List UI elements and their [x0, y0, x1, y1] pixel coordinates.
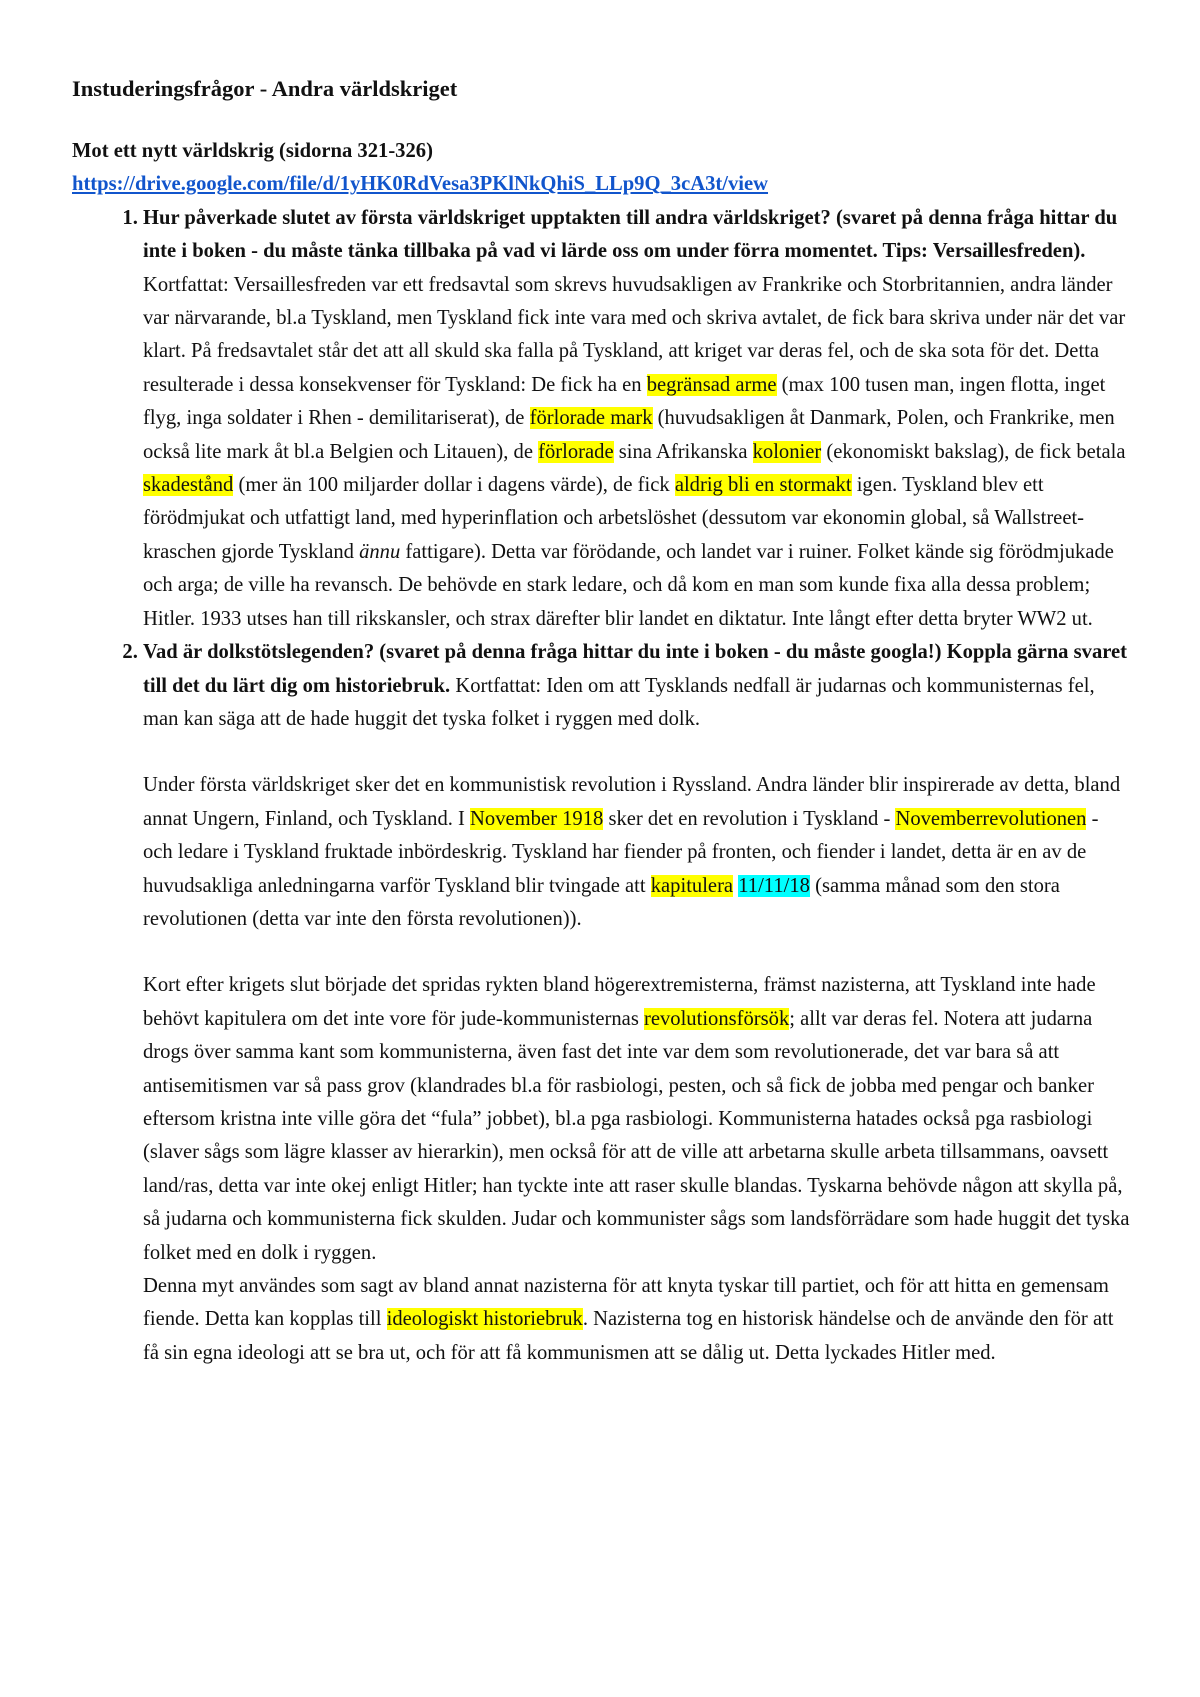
highlight: kolonier [752, 440, 822, 463]
question-list [72, 202, 1132, 1370]
link-line [72, 168, 1132, 201]
document-title: Instuderingsfrågor - Andra världskriget [72, 76, 458, 101]
highlight: begränsad arme [646, 373, 777, 396]
section-title: Mot ett nytt världskrig (sidorna 321-326) [72, 140, 433, 162]
paragraph-gap [143, 736, 1132, 769]
answer-paragraph: Kort efter krigets slut började det spridas rykten bland högerextremisterna, främst nazisterna, att Tyskland inte hade behövt kapitulera om det inte vore för jude-kommunisternas revolutionsförsök; allt var deras fel. Notera att judarna drogs över samma kant som kommunisterna, även fast det inte var dem som revolutionerade, det var bara så att antisemitismen var så pass grov (klandrades bl.a för rasbiologi, pesten, och så fick de jobba med pengar och banker eftersom kristna inte ville göra det “fula” jobbet), bl.a pga rasbiologi. Kommunisterna hatades också pga rasbiologi (slaver sågs som lägre klasser av hierarkin), men också för att de ville att arbetarna skulle arbeta tillsammans, oavsett land/ras, detta var inte okej enligt Hitler; han tyckte inte att raser skulle blandas. Tyskarna behövde någon att skylla på, så judarna och kommunisterna fick skulden. Judar och kommunister sågs som landsförrädare som hade huggit det tyska folket med en dolk i ryggen. [143, 974, 1130, 1264]
answer-paragraph: 2. Vad är dolkstötslegenden? (svaret på denna fråga hittar du inte i boken - du måste googla!) Koppla gärna svaret till det du lärt dig om historiebruk. Kortfattat: Iden om att Tysklands nedfall är judarnas och kommunisternas fel, man kan säga att de hade huggit det tyska folket i ryggen med dolk. [143, 641, 1128, 730]
answer-paragraph: Denna myt användes som sagt av bland annat nazisterna för att knyta tyskar till partiet, och för att hitta en gemensam fiende. Detta kan kopplas till ideologiskt historiebruk. Nazisterna tog en historisk händelse och de använde den för att få sin egna ideologi att se bra ut, och för att få kommunismen att se dålig ut. Detta lyckades Hitler med. [143, 1275, 1114, 1364]
question-text: Hur påverkade slutet av första världskriget upptakten till andra världskriget? (svaret på denna fråga hittar du inte i boken - du måste tänka tillbaka på vad vi lärde oss om under förra momentet. Tips: Versaillesfreden). [143, 206, 1118, 263]
highlight: revolutionsförsök [643, 1007, 790, 1030]
highlight: Novemberrevolutionen [895, 807, 1087, 830]
highlight: ideologiskt historiebruk [386, 1308, 583, 1331]
answer-paragraph: Under första världskriget sker det en kommunistisk revolution i Ryssland. Andra länder blir inspirerade av detta, bland annat Ungern, Finland, och Tyskland. I November 1918 sker det en revolution i Tyskland - Novemberrevolutionen - och ledare i Tyskland fruktade inbördeskrig. Tyskland har fiender på fronten, och fiender i landet, detta är en av de huvudsakliga anledningarna varför Tyskland blir tvingade att kapitulera 11/11/18 (samma månad som den stora revolutionen (detta var inte den första revolutionen)). [143, 774, 1121, 930]
drive-link[interactable]: https://drive.google.com/file/d/1yHK0RdVesa3PKlNkQhiS_LLp9Q_3cA3t/view [72, 173, 769, 196]
highlight: November 1918 [470, 807, 604, 830]
answer-paragraph: 1. Hur påverkade slutet av första världskriget upptakten till andra världskriget? (svaret på denna fråga hittar du inte i boken - du måste tänka tillbaka på vad vi lärde oss om under förra momentet. Tips: Versaillesfreden). Kortfattat: Versaillesfreden var ett fredsavtal som skrevs huvudsakligen av Frankrike och Storbritannien, andra länder var närvarande, bl.a Tyskland, men Tyskland fick inte vara med och skriva avtalet, de fick bara skriva under när det var klart. På fredsavtalet står det att all skuld ska falla på Tyskland, att kriget var deras fel, och de ska sota för det. Detta resulterade i dessa konsekvenser för Tyskland: De fick ha en begränsad arme (max 100 tusen man, ingen flotta, inget flyg, inga soldater i Rhen - demilitariserat), de förlorade mark (huvudsakligen åt Danmark, Polen, och Frankrike, men också lite mark åt bl.a Belgien och Litauen), de förlorade sina Afrikanska kolonier (ekonomiskt bakslag), de fick betala skadestånd (mer än 100 miljarder dollar i dagens värde), de fick aldrig bli en stormakt igen. Tyskland blev ett förödmjukat och utfattigt land, med hyperinflation och arbetslöshet (dessutom var ekonomin global, så Wallstreet-kraschen gjorde Tyskland ännu fattigare). Detta var förödande, och landet var i ruiner. Folket kände sig förödmjukade och arga; de ville ha revansch. De behövde en stark ledare, och då kom en man som kunde fixa alla dessa problem; Hitler. 1933 utses han till rikskansler, och strax därefter blir landet en diktatur. Inte långt efter detta bryter WW2 ut. [143, 206, 1126, 630]
paragraph-gap [143, 936, 1132, 969]
question-item-2 [143, 636, 1132, 1370]
question-text: Vad är dolkstötslegenden? (svaret på denna fråga hittar du inte i boken - du måste googla!) Koppla gärna svaret till det du lärt dig om historiebruk. [143, 641, 1128, 697]
question-item-1 [143, 202, 1132, 636]
highlight: skadestånd [143, 474, 234, 497]
highlight: förlorade mark [529, 407, 653, 430]
italic-word: ännu [359, 540, 401, 563]
highlight-cyan: 11/11/18 [738, 874, 810, 897]
highlight: aldrig bli en stormakt [674, 474, 852, 497]
highlight: kapitulera [650, 874, 734, 897]
highlight: förlorade [538, 440, 614, 463]
